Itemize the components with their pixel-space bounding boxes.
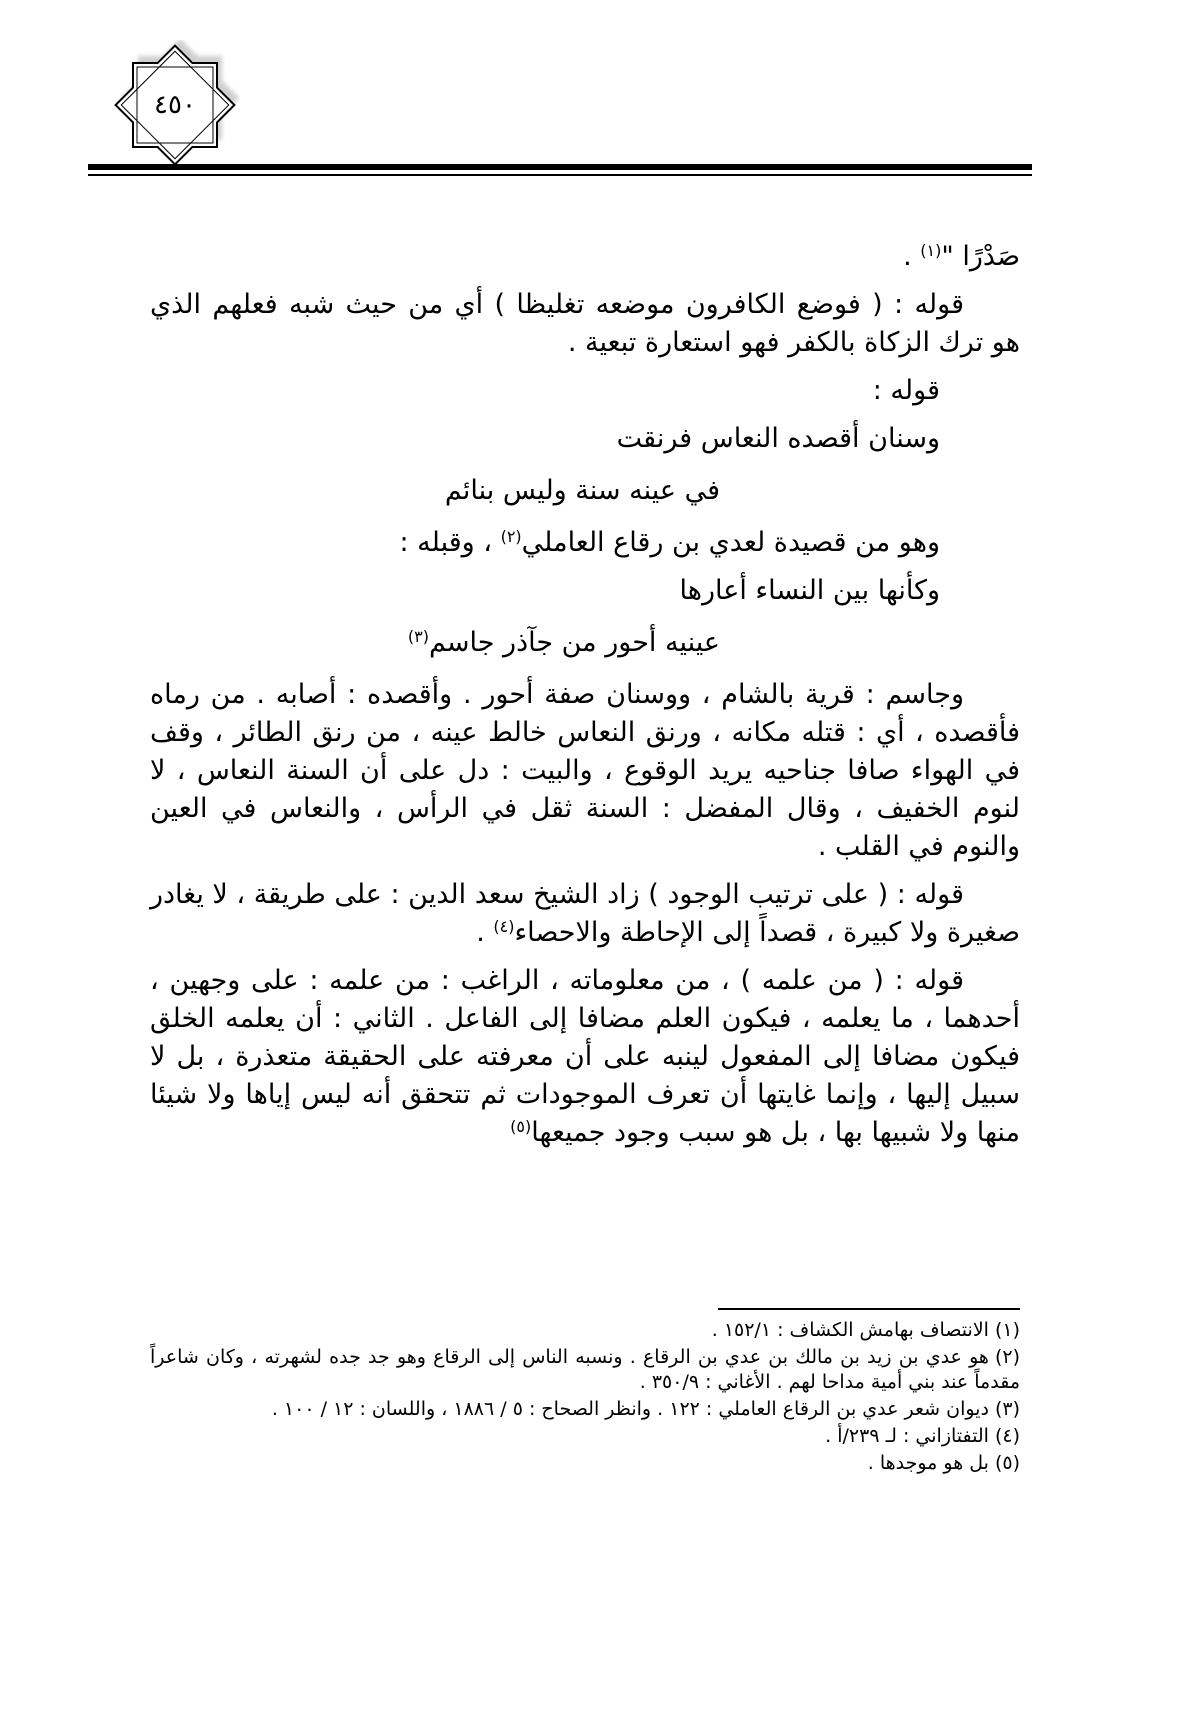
verse-1: وسنان أقصده النعاس فرنقت <box>616 423 940 454</box>
footnotes <box>150 1318 1020 1478</box>
footnote-number: (٢) <box>994 1346 1020 1368</box>
opening-text: صَدْرًا " <box>941 241 1020 272</box>
main-text <box>150 238 1020 1162</box>
footnote-item <box>150 1424 1020 1449</box>
footnote-item <box>150 1397 1020 1422</box>
footnote-ref: (٥) <box>510 1117 532 1136</box>
footnote-number: (٣) <box>994 1398 1020 1420</box>
page-number: ٤٥٠ <box>154 90 196 120</box>
footnote-text: هو عدي بن زيد بن مالك بن عدي بن الرقاع . ونسبه الناس إلى الرقاع وهو جد جده لشهرته ، وكان شاعراً مقدماً عند بني أمية مداحا لهم . الأغاني : ٣٥٠/٩ . <box>150 1346 1020 1393</box>
footnote-number: (٤) <box>994 1425 1020 1447</box>
header-rule-thin <box>88 174 1032 176</box>
footnote-number: (٥) <box>994 1452 1020 1474</box>
footnote-separator <box>718 1308 1020 1310</box>
paragraph-3-text: وهو من قصيدة لعدي بن رقاع العاملي <box>521 527 940 558</box>
paragraph-2: قوله : <box>872 375 940 406</box>
footnote-item <box>150 1345 1020 1395</box>
page-number-badge <box>110 40 240 170</box>
paragraph-3 <box>150 524 1020 562</box>
footnote-text: الانتصاف بهامش الكشاف : ١٥٢/١ . <box>711 1319 989 1341</box>
verse-2: في عينه سنة وليس بنائم <box>444 475 720 506</box>
paragraph-3-end: ، وقبله : <box>399 527 501 558</box>
header-rule-thick <box>88 164 1032 170</box>
footnote-item <box>150 1318 1020 1343</box>
footnote-ref: (١) <box>920 241 942 260</box>
paragraph-4: وجاسم : قرية بالشام ، ووسنان صفة أحور . وأقصده : أصابه . من رماه فأقصده ، أي : قتله مكانه ، ورنق النعاس خالط عينه ، من رنق الطائر ، وقف في الهواء صافا جناحيه يريد الوقوع ، والبيت : دل على أن السنة النعاس ، لا لنوم الخفيف ، وقال المفضل : السنة ثقل في الرأس ، والنعاس في العين والنوم في القلب . <box>150 679 1020 862</box>
paragraph-5-text: قوله : ( على ترتيب الوجود ) زاد الشيخ سعد الدين : على طريقة ، لا يغادر صغيرة ولا كبيرة ، قصداً إلى الإحاطة والاحصاء <box>150 879 1020 948</box>
opening-end: . <box>903 241 921 272</box>
verse-3: وكأنها بين النساء أعارها <box>679 575 940 606</box>
paragraph-5 <box>150 876 1020 952</box>
footnote-item <box>150 1451 1020 1476</box>
paragraph-5-end: . <box>476 917 494 948</box>
footnote-text: التفتازاني : لـ ٢٣٩/أ . <box>825 1425 989 1447</box>
footnote-ref: (٤) <box>493 917 515 936</box>
paragraph-6-text: قوله : ( من علمه ) ، من معلوماته ، الراغب : من علمه : على وجهين ، أحدهما ، ما يعلمه ، فيكون العلم مضافا إلى الفاعل . الثاني : أن يعلمه الخلق فيكون مضافا إلى المفعول لينبه على أن معرفته على الحقيقة متعذرة ، بل لا سبيل إليها ، وإنما غايتها أن تعرف الموجودات ثم تتحقق أنه ليس إياها ولا شيئا منها ولا شبيها بها ، بل هو سبب وجود جميعها <box>150 965 1020 1148</box>
footnote-text: بل هو موجدها . <box>867 1452 989 1474</box>
footnote-number: (١) <box>994 1319 1020 1341</box>
verse-4-text: عينيه أحور من جآذر جاسم <box>428 627 720 658</box>
verse-4 <box>150 624 1020 662</box>
opening-line <box>150 238 1020 276</box>
footnote-text: ديوان شعر عدي بن الرقاع العاملي : ١٢٢ . وانظر الصحاح : ٥ / ١٨٨٦ ، واللسان : ١٢ / ١٠٠ . <box>271 1398 989 1420</box>
footnote-ref: (٣) <box>407 627 429 646</box>
paragraph-6 <box>150 962 1020 1152</box>
footnote-ref: (٢) <box>500 527 522 546</box>
paragraph-1: قوله : ( فوضع الكافرون موضعه تغليظا ) أي من حيث شبه فعلهم الذي هو ترك الزكاة بالكفر فهو استعارة تبعية . <box>150 289 1020 358</box>
